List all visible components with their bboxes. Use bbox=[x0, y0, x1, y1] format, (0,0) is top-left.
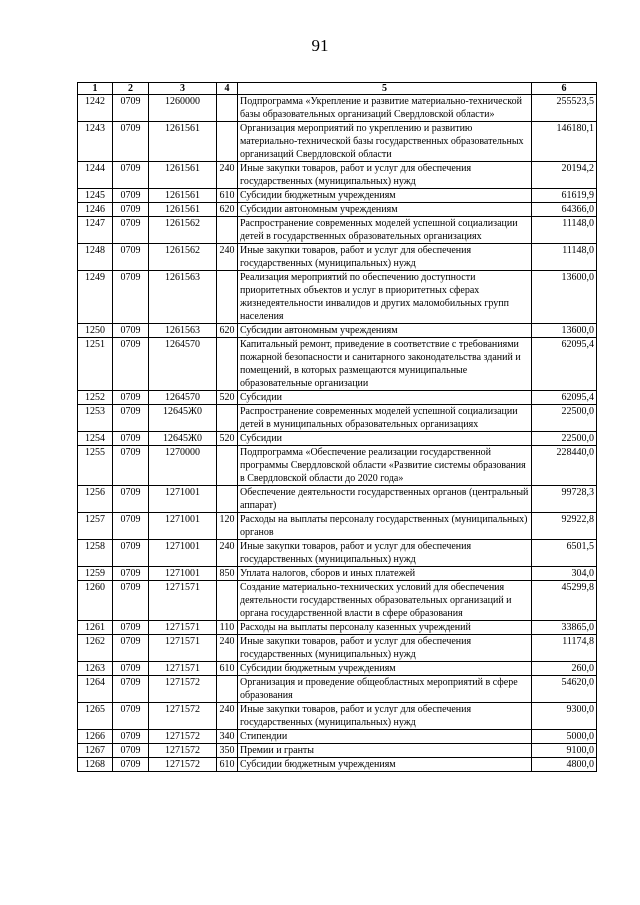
amount: 260,0 bbox=[532, 662, 597, 676]
expense-type-code: 340 bbox=[217, 730, 238, 744]
target-article-code: 1261563 bbox=[149, 324, 217, 338]
amount: 11174,8 bbox=[532, 635, 597, 662]
row-number: 1258 bbox=[78, 540, 113, 567]
table-row bbox=[78, 271, 597, 324]
expense-name: Распространение современных моделей успешной социализации детей в государственных образовательных организациях bbox=[238, 217, 532, 244]
expense-name: Подпрограмма «Обеспечение реализации государственной программы Свердловской области «Развитие системы образования в Свердловской области до 2020 года» bbox=[238, 446, 532, 486]
expense-name: Субсидии бюджетным учреждениям bbox=[238, 662, 532, 676]
expense-name: Обеспечение деятельности государственных органов (центральный аппарат) bbox=[238, 486, 532, 513]
expense-type-code bbox=[217, 581, 238, 621]
amount: 5000,0 bbox=[532, 730, 597, 744]
column-header: 6 bbox=[532, 83, 597, 95]
target-article-code: 1271572 bbox=[149, 703, 217, 730]
expense-name: Иные закупки товаров, работ и услуг для обеспечения государственных (муниципальных) нужд bbox=[238, 703, 532, 730]
amount: 45299,8 bbox=[532, 581, 597, 621]
section-code: 0709 bbox=[113, 621, 149, 635]
expense-name: Расходы на выплаты персоналу казенных учреждений bbox=[238, 621, 532, 635]
expense-name: Субсидии bbox=[238, 391, 532, 405]
expense-type-code: 120 bbox=[217, 513, 238, 540]
expense-type-code bbox=[217, 486, 238, 513]
amount: 22500,0 bbox=[532, 405, 597, 432]
expense-type-code bbox=[217, 271, 238, 324]
section-code: 0709 bbox=[113, 95, 149, 122]
expense-name: Иные закупки товаров, работ и услуг для обеспечения государственных (муниципальных) нужд bbox=[238, 162, 532, 189]
amount: 255523,5 bbox=[532, 95, 597, 122]
row-number: 1268 bbox=[78, 758, 113, 772]
amount: 11148,0 bbox=[532, 217, 597, 244]
section-code: 0709 bbox=[113, 324, 149, 338]
section-code: 0709 bbox=[113, 744, 149, 758]
row-number: 1255 bbox=[78, 446, 113, 486]
row-number: 1264 bbox=[78, 676, 113, 703]
target-article-code: 1271001 bbox=[149, 540, 217, 567]
amount: 4800,0 bbox=[532, 758, 597, 772]
target-article-code: 1271571 bbox=[149, 621, 217, 635]
table-row bbox=[78, 446, 597, 486]
row-number: 1261 bbox=[78, 621, 113, 635]
amount: 13600,0 bbox=[532, 324, 597, 338]
expense-type-code: 240 bbox=[217, 162, 238, 189]
table-row bbox=[78, 203, 597, 217]
table-row bbox=[78, 432, 597, 446]
section-code: 0709 bbox=[113, 203, 149, 217]
expense-type-code: 240 bbox=[217, 703, 238, 730]
table-row bbox=[78, 567, 597, 581]
expense-name: Субсидии бюджетным учреждениям bbox=[238, 758, 532, 772]
expense-type-code: 620 bbox=[217, 324, 238, 338]
table-row bbox=[78, 324, 597, 338]
amount: 13600,0 bbox=[532, 271, 597, 324]
section-code: 0709 bbox=[113, 446, 149, 486]
target-article-code: 1271571 bbox=[149, 635, 217, 662]
section-code: 0709 bbox=[113, 635, 149, 662]
page-number: 91 bbox=[311, 36, 329, 55]
expense-name: Иные закупки товаров, работ и услуг для обеспечения государственных (муниципальных) нужд bbox=[238, 540, 532, 567]
expense-type-code: 620 bbox=[217, 203, 238, 217]
expense-name: Расходы на выплаты персоналу государственных (муниципальных) органов bbox=[238, 513, 532, 540]
expense-type-code bbox=[217, 217, 238, 244]
section-code: 0709 bbox=[113, 391, 149, 405]
amount: 62095,4 bbox=[532, 391, 597, 405]
section-code: 0709 bbox=[113, 271, 149, 324]
expense-type-code: 240 bbox=[217, 540, 238, 567]
row-number: 1263 bbox=[78, 662, 113, 676]
table-row bbox=[78, 486, 597, 513]
section-code: 0709 bbox=[113, 217, 149, 244]
expense-name: Создание материально-технических условий для обеспечения деятельности государственных образовательных организаций и органа государственной власти в сфере образования bbox=[238, 581, 532, 621]
section-code: 0709 bbox=[113, 581, 149, 621]
target-article-code: 1271001 bbox=[149, 567, 217, 581]
row-number: 1267 bbox=[78, 744, 113, 758]
section-code: 0709 bbox=[113, 662, 149, 676]
amount: 11148,0 bbox=[532, 244, 597, 271]
target-article-code: 1271572 bbox=[149, 744, 217, 758]
row-number: 1262 bbox=[78, 635, 113, 662]
table-body bbox=[78, 95, 597, 772]
expense-type-code bbox=[217, 122, 238, 162]
budget-table bbox=[77, 82, 597, 772]
table-row bbox=[78, 662, 597, 676]
row-number: 1248 bbox=[78, 244, 113, 271]
target-article-code: 1271572 bbox=[149, 730, 217, 744]
section-code: 0709 bbox=[113, 676, 149, 703]
table-row bbox=[78, 635, 597, 662]
row-number: 1251 bbox=[78, 338, 113, 391]
table-row bbox=[78, 703, 597, 730]
target-article-code: 1261562 bbox=[149, 244, 217, 271]
target-article-code: 1271571 bbox=[149, 581, 217, 621]
section-code: 0709 bbox=[113, 338, 149, 391]
expense-type-code: 350 bbox=[217, 744, 238, 758]
table-row bbox=[78, 217, 597, 244]
section-code: 0709 bbox=[113, 486, 149, 513]
table-row bbox=[78, 744, 597, 758]
row-number: 1256 bbox=[78, 486, 113, 513]
target-article-code: 1270000 bbox=[149, 446, 217, 486]
target-article-code: 1271001 bbox=[149, 486, 217, 513]
row-number: 1247 bbox=[78, 217, 113, 244]
expense-type-code bbox=[217, 676, 238, 703]
row-number: 1246 bbox=[78, 203, 113, 217]
row-number: 1243 bbox=[78, 122, 113, 162]
expense-name: Распространение современных моделей успешной социализации детей в муниципальных образовательных организациях bbox=[238, 405, 532, 432]
expense-type-code: 240 bbox=[217, 244, 238, 271]
table-row bbox=[78, 122, 597, 162]
expense-name: Организация мероприятий по укреплению и развитию материально-технической базы государственных образовательных организаций Свердловской области bbox=[238, 122, 532, 162]
column-header: 4 bbox=[217, 83, 238, 95]
target-article-code: 1264570 bbox=[149, 338, 217, 391]
target-article-code: 1271572 bbox=[149, 758, 217, 772]
target-article-code: 1264570 bbox=[149, 391, 217, 405]
amount: 22500,0 bbox=[532, 432, 597, 446]
row-number: 1253 bbox=[78, 405, 113, 432]
amount: 20194,2 bbox=[532, 162, 597, 189]
row-number: 1265 bbox=[78, 703, 113, 730]
expense-name: Субсидии бюджетным учреждениям bbox=[238, 189, 532, 203]
table-row bbox=[78, 338, 597, 391]
amount: 54620,0 bbox=[532, 676, 597, 703]
row-number: 1245 bbox=[78, 189, 113, 203]
expense-name: Уплата налогов, сборов и иных платежей bbox=[238, 567, 532, 581]
column-header: 1 bbox=[78, 83, 113, 95]
section-code: 0709 bbox=[113, 513, 149, 540]
table-row bbox=[78, 676, 597, 703]
amount: 9100,0 bbox=[532, 744, 597, 758]
expense-name: Субсидии автономным учреждениям bbox=[238, 324, 532, 338]
expense-name: Субсидии автономным учреждениям bbox=[238, 203, 532, 217]
row-number: 1250 bbox=[78, 324, 113, 338]
amount: 62095,4 bbox=[532, 338, 597, 391]
section-code: 0709 bbox=[113, 703, 149, 730]
table-header-row bbox=[78, 83, 597, 95]
amount: 6501,5 bbox=[532, 540, 597, 567]
target-article-code: 1260000 bbox=[149, 95, 217, 122]
section-code: 0709 bbox=[113, 244, 149, 271]
amount: 61619,9 bbox=[532, 189, 597, 203]
expense-name: Подпрограмма «Укрепление и развитие материально-технической базы образовательных организаций Свердловской области» bbox=[238, 95, 532, 122]
expense-type-code bbox=[217, 338, 238, 391]
table-row bbox=[78, 95, 597, 122]
section-code: 0709 bbox=[113, 730, 149, 744]
table-row bbox=[78, 621, 597, 635]
expense-name: Стипендии bbox=[238, 730, 532, 744]
amount: 228440,0 bbox=[532, 446, 597, 486]
target-article-code: 1261563 bbox=[149, 271, 217, 324]
row-number: 1259 bbox=[78, 567, 113, 581]
row-number: 1244 bbox=[78, 162, 113, 189]
expense-type-code: 110 bbox=[217, 621, 238, 635]
expense-type-code: 240 bbox=[217, 635, 238, 662]
table-row bbox=[78, 162, 597, 189]
expense-type-code bbox=[217, 405, 238, 432]
expense-name: Премии и гранты bbox=[238, 744, 532, 758]
section-code: 0709 bbox=[113, 432, 149, 446]
expense-name: Иные закупки товаров, работ и услуг для обеспечения государственных (муниципальных) нужд bbox=[238, 244, 532, 271]
row-number: 1252 bbox=[78, 391, 113, 405]
row-number: 1257 bbox=[78, 513, 113, 540]
table-row bbox=[78, 244, 597, 271]
expense-type-code: 610 bbox=[217, 758, 238, 772]
expense-type-code bbox=[217, 95, 238, 122]
table-row bbox=[78, 758, 597, 772]
section-code: 0709 bbox=[113, 162, 149, 189]
table-row bbox=[78, 513, 597, 540]
expense-name: Субсидии bbox=[238, 432, 532, 446]
amount: 304,0 bbox=[532, 567, 597, 581]
amount: 146180,1 bbox=[532, 122, 597, 162]
expense-name: Иные закупки товаров, работ и услуг для обеспечения государственных (муниципальных) нужд bbox=[238, 635, 532, 662]
amount: 33865,0 bbox=[532, 621, 597, 635]
expense-type-code: 610 bbox=[217, 662, 238, 676]
row-number: 1254 bbox=[78, 432, 113, 446]
expense-name: Реализация мероприятий по обеспечению доступности приоритетных объектов и услуг в приоритетных сферах жизнедеятельности инвалидов и других маломобильных групп населения bbox=[238, 271, 532, 324]
target-article-code: 12645Ж0 bbox=[149, 432, 217, 446]
target-article-code: 1261561 bbox=[149, 203, 217, 217]
target-article-code: 1271572 bbox=[149, 676, 217, 703]
target-article-code: 1261561 bbox=[149, 122, 217, 162]
amount: 92922,8 bbox=[532, 513, 597, 540]
target-article-code: 1271001 bbox=[149, 513, 217, 540]
row-number: 1242 bbox=[78, 95, 113, 122]
section-code: 0709 bbox=[113, 189, 149, 203]
column-header: 3 bbox=[149, 83, 217, 95]
target-article-code: 1261561 bbox=[149, 189, 217, 203]
table-row bbox=[78, 405, 597, 432]
expense-name: Капитальный ремонт, приведение в соответствие с требованиями пожарной безопасности и санитарного законодательства зданий и помещений, в которых размещаются муниципальные образовательные организации bbox=[238, 338, 532, 391]
row-number: 1260 bbox=[78, 581, 113, 621]
expense-type-code: 520 bbox=[217, 391, 238, 405]
amount: 9300,0 bbox=[532, 703, 597, 730]
section-code: 0709 bbox=[113, 405, 149, 432]
section-code: 0709 bbox=[113, 540, 149, 567]
expense-type-code bbox=[217, 446, 238, 486]
target-article-code: 1271571 bbox=[149, 662, 217, 676]
expense-type-code: 850 bbox=[217, 567, 238, 581]
section-code: 0709 bbox=[113, 758, 149, 772]
section-code: 0709 bbox=[113, 567, 149, 581]
target-article-code: 12645Ж0 bbox=[149, 405, 217, 432]
expense-name: Организация и проведение общеобластных мероприятий в сфере образования bbox=[238, 676, 532, 703]
table-row bbox=[78, 540, 597, 567]
table-row bbox=[78, 189, 597, 203]
table-row bbox=[78, 581, 597, 621]
expense-type-code: 610 bbox=[217, 189, 238, 203]
column-header: 5 bbox=[238, 83, 532, 95]
column-header: 2 bbox=[113, 83, 149, 95]
row-number: 1249 bbox=[78, 271, 113, 324]
target-article-code: 1261562 bbox=[149, 217, 217, 244]
table-row bbox=[78, 730, 597, 744]
section-code: 0709 bbox=[113, 122, 149, 162]
expense-type-code: 520 bbox=[217, 432, 238, 446]
table-row bbox=[78, 391, 597, 405]
amount: 99728,3 bbox=[532, 486, 597, 513]
row-number: 1266 bbox=[78, 730, 113, 744]
amount: 64366,0 bbox=[532, 203, 597, 217]
target-article-code: 1261561 bbox=[149, 162, 217, 189]
